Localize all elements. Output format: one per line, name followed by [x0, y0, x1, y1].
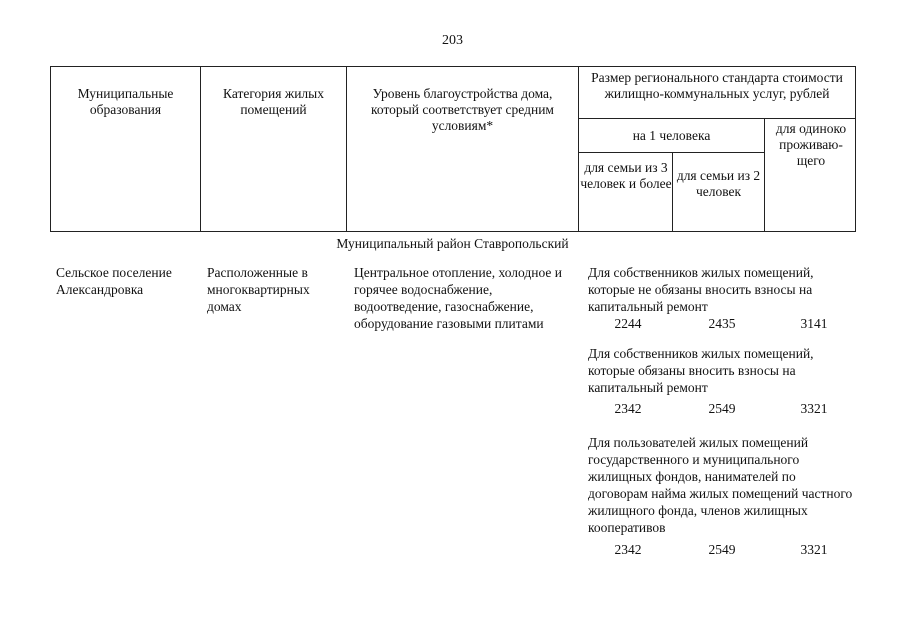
value-family-2: 2549	[708, 542, 736, 557]
value-family-3: 2342	[614, 401, 642, 416]
group-values	[580, 316, 860, 332]
region-title: Муниципальный район Ставропольский	[336, 236, 569, 251]
cell-comfort: Центральное отопление, холодное и горячее водоснабжение, водоотведение, газоснабжение, оборудование газовыми плитами	[354, 265, 562, 331]
header-municipality: Муниципальные образования	[77, 86, 174, 117]
group-values	[580, 542, 860, 558]
header-single: для одиноко проживаю-щего	[775, 121, 847, 168]
value-family-3: 2244	[614, 316, 642, 331]
header-category: Категория жилых помещений	[223, 86, 324, 117]
cell-municipality: Сельское поселение Александровка	[56, 265, 172, 297]
header-per-person: на 1 человека	[632, 128, 711, 143]
cell-category: Расположенные в многоквартирных домах	[207, 265, 310, 314]
table-right-border	[855, 66, 856, 232]
table-bottom-border	[50, 231, 856, 232]
header-standard-size: Размер регионального стандарта стоимости жилищно-коммунальных услуг, рублей	[591, 70, 843, 101]
table-top-border	[50, 66, 856, 67]
value-family-2: 2435	[708, 316, 736, 331]
group-values	[580, 401, 860, 417]
value-family-2: 2549	[708, 401, 736, 416]
value-single: 3141	[800, 316, 828, 331]
subheader-divider	[578, 118, 856, 119]
col-divider	[578, 66, 579, 232]
subcol-divider	[764, 118, 765, 232]
value-family-3: 2342	[614, 542, 642, 557]
value-single: 3321	[800, 401, 828, 416]
col-divider	[346, 66, 347, 232]
header-comfort-level: Уровень благоустройства дома, который соответствует средним условиям*	[371, 86, 554, 133]
header-family-2: для семьи из 2 человек	[676, 168, 761, 199]
page-number: 203	[442, 33, 463, 48]
group-label: Для собственников жилых помещений, которые не обязаны вносить взносы на капитальный ремонт	[588, 265, 814, 314]
group-label: Для пользователей жилых помещений государственного и муниципального жилищных фондов, нанимателей по договорам найма жилых помещений частного жилищного фонда, членов жилищных кооперативов	[588, 435, 853, 535]
group-label: Для собственников жилых помещений, которые обязаны вносить взносы на капитальный ремонт	[588, 346, 814, 395]
header-family-3: для семьи из 3 человек и более	[580, 160, 672, 191]
value-single: 3321	[800, 542, 828, 557]
